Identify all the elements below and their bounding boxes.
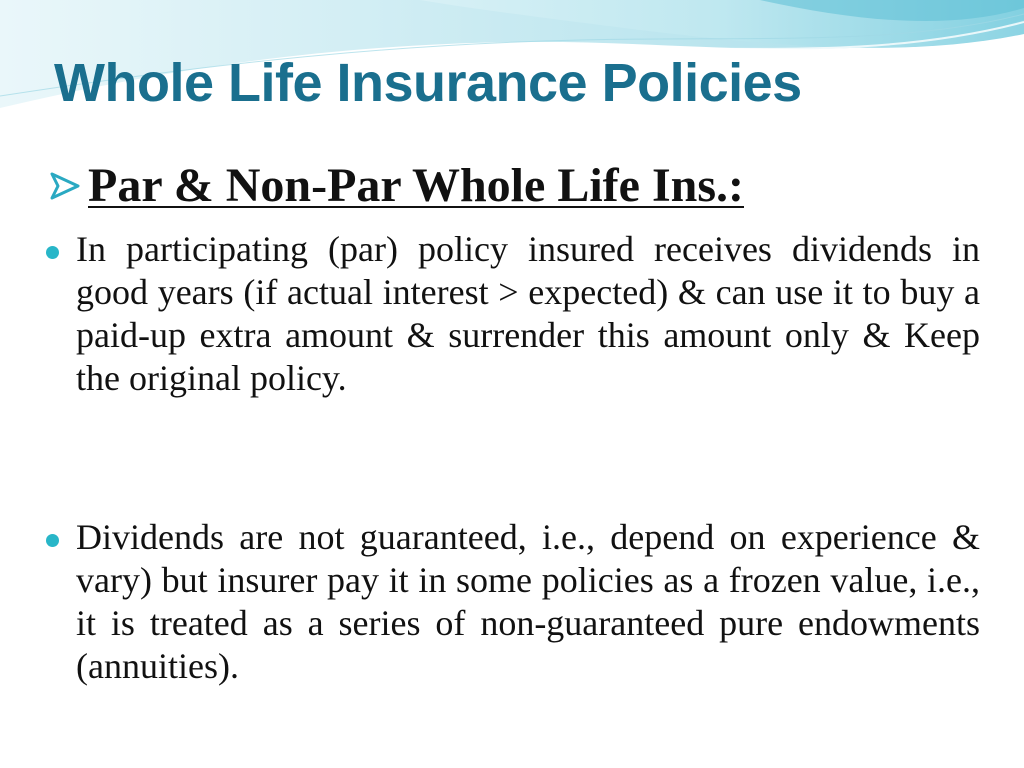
subheading xyxy=(48,158,744,213)
subheading-text: Par & Non-Par Whole Life Ins.: xyxy=(88,159,744,212)
round-bullet-icon xyxy=(46,534,59,547)
arrow-bullet-icon xyxy=(48,171,84,201)
bullet-item-participating xyxy=(46,228,980,400)
round-bullet-icon xyxy=(46,246,59,259)
slide-title: Whole Life Insurance Policies xyxy=(54,53,802,113)
bullet-text: In participating (par) policy insured receives dividends in good years (if actual interest > expected) & can use it to buy a paid-up extra amount & surrender this amount only & Keep the original policy. xyxy=(76,229,980,398)
bullet-item-dividends xyxy=(46,516,980,688)
bullet-text: Dividends are not guaranteed, i.e., depend on experience & vary) but insurer pay it in some policies as a frozen value, i.e., it is treated as a series of non-guaranteed pure endowments (annuities). xyxy=(76,517,980,686)
